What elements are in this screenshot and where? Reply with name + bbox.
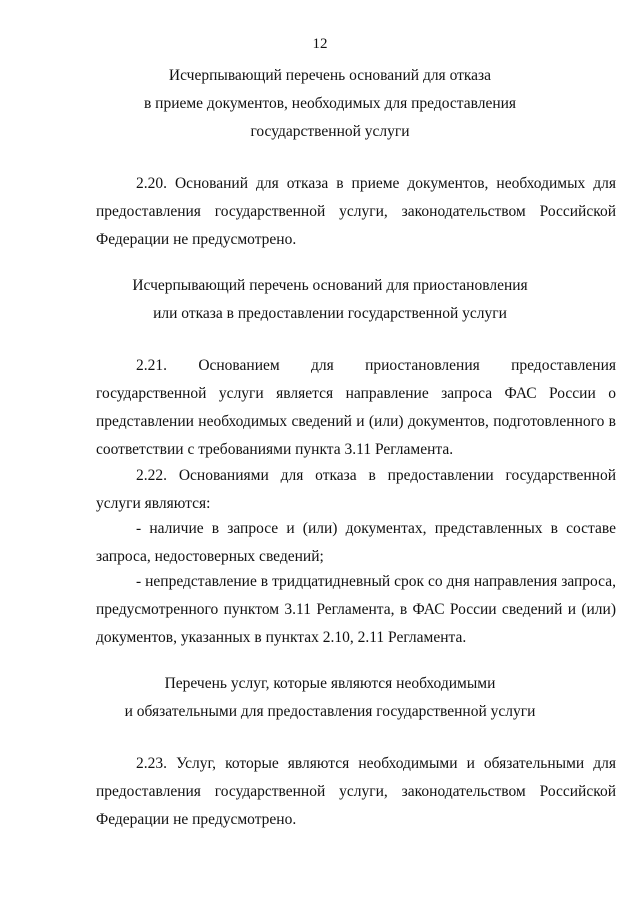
paragraph-2-21: 2.21. Основанием для приостановления предоставления государственной услуги является направление запроса ФАС России о представлении необходимых сведений и (или) документов, подготовленного в соответствии с требованиями пункта 3.11 Регламента.	[96, 357, 616, 458]
heading-line: государственной услуги	[250, 123, 410, 140]
paragraph-2-22: 2.22. Основаниями для отказа в предоставлении государственной услуги являются:	[96, 467, 616, 512]
paragraph-2-20: 2.20. Оснований для отказа в приеме документов, необходимых для предоставления государственной услуги, законодательством Российской Федерации не предусмотрено.	[96, 175, 616, 248]
heading-line: Исчерпывающий перечень оснований для приостановления	[132, 277, 528, 294]
heading-line: или отказа в предоставлении государственной услуги	[153, 305, 507, 322]
heading-line: в приеме документов, необходимых для предоставления	[143, 95, 517, 112]
heading-suspension-grounds	[60, 272, 600, 328]
heading-refusal-grounds	[60, 62, 600, 146]
heading-line: и обязательными для предоставления государственной услуги	[124, 703, 536, 720]
heading-line: Перечень услуг, которые являются необходимыми	[164, 675, 496, 692]
heading-line: Исчерпывающий перечень оснований для отказа	[168, 67, 492, 84]
bullet-item: - непредставление в тридцатидневный срок со дня направления запроса, предусмотренного пунктом 3.11 Регламента, в ФАС России сведений и (или) документов, указанных в пунктах 2.10, 2.11 Регламента.	[96, 573, 616, 646]
page-number: 12	[312, 36, 328, 52]
paragraph-2-23: 2.23. Услуг, которые являются необходимыми и обязательными для предоставления государственной услуги, законодательством Российской Федерации не предусмотрено.	[96, 755, 616, 828]
heading-required-services	[60, 670, 600, 726]
bullet-item: - наличие в запросе и (или) документах, представленных в составе запроса, недостоверных сведений;	[96, 520, 616, 565]
